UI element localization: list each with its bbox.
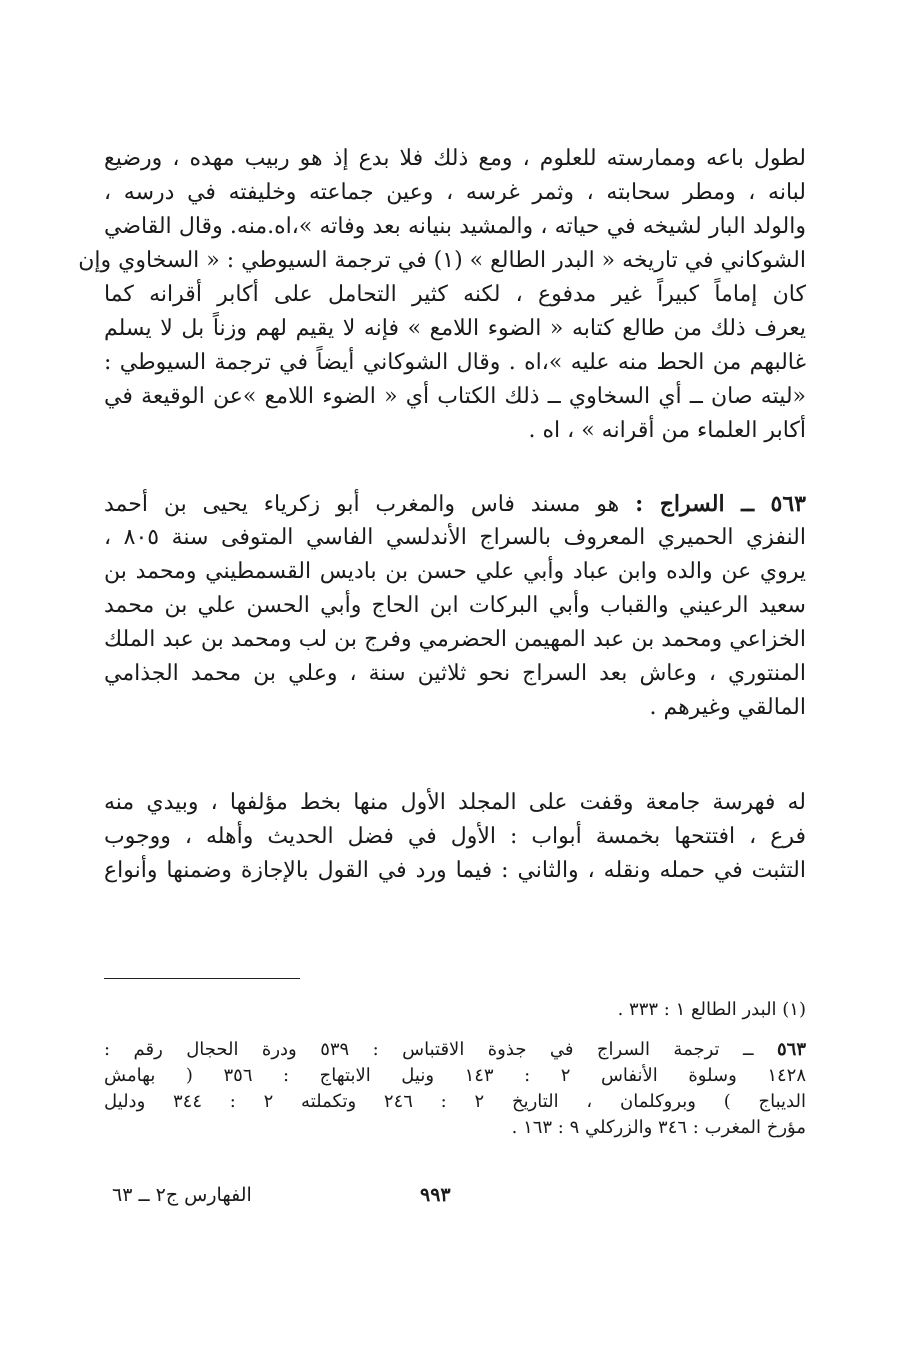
entry-number-title: ٥٦٣ ــ السراج :	[635, 491, 806, 517]
body-line: يروي عن والده وابن عباد وأبي علي حسن بن باديس القسمطيني ومحمد بن	[104, 559, 806, 584]
body-line: أكابر العلماء من أقرانه » ، اه .	[528, 418, 806, 443]
footnote-separator	[104, 978, 300, 979]
body-line: والولد البار لشيخه في حياته ، والمشيد بنيانه بعد وفاته »،اه.منه. وقال القاضي	[104, 214, 806, 239]
body-line: «ليته صان ــ أي السخاوي ــ ذلك الكتاب أي « الضوء اللامع »عن الوقيعة في	[104, 384, 806, 409]
body-line: كان إماماً كبيراً غير مدفوع ، لكنه كثير التحامل على أكابر أقرانه كما	[104, 282, 806, 307]
body-line: النفزي الحميري المعروف بالسراج الأندلسي الفاسي المتوفى سنة ٨٠٥ ،	[104, 525, 807, 550]
body-line: فرع ، افتتحها بخمسة أبواب : الأول في فضل الحديث وأهله ، ووجوب	[104, 824, 806, 849]
footnote-563-ref: ٥٦٣	[776, 1039, 806, 1060]
body-line: لطول باعه وممارسته للعلوم ، ومع ذلك فلا بدع إذ هو ربيب مهده ، ورضيع	[104, 146, 806, 171]
footnote-line: مؤرخ المغرب : ٣٤٦ والزركلي ٩ : ١٦٣ .	[511, 1117, 806, 1138]
footnote-563-text: ــ ترجمة السراج في جذوة الاقتباس : ٥٣٩ ودرة الحجال رقم :	[104, 1039, 754, 1060]
entry-first-text: هو مسند فاس والمغرب أبو زكرياء يحيى بن أحمد	[104, 492, 620, 517]
body-line: التثبت في حمله ونقله ، والثاني : فيما ورد في القول بالإجازة وضمنها وأنواع	[104, 858, 806, 883]
footnote-line: ١٤٢٨ وسلوة الأنفاس ٢ : ١٤٣ ونيل الابتهاج : ٣٥٦ ( بهامش	[104, 1065, 807, 1086]
body-line: لبانه ، ومطر سحابته ، وثمر غرسه ، وعين جماعته وخليفته في درسه ،	[104, 180, 806, 205]
body-line: غالبهم من الحط منه عليه »،اه . وقال الشوكاني أيضاً في ترجمة السيوطي :	[104, 350, 806, 375]
body-line: الشوكاني في تاريخه « البدر الطالع » (١) في ترجمة السيوطي : « السخاوي وإن	[78, 248, 806, 273]
running-title: الفهارس ج٢ ــ ٦٣	[112, 1184, 252, 1206]
body-line: سعيد الرعيني والقباب وأبي البركات ابن الحاج وأبي الحسن علي بن محمد	[104, 593, 806, 618]
footnote-1: (١) البدر الطالع ١ : ٣٣٣ .	[617, 999, 806, 1020]
body-line: يعرف ذلك من طالع كتابه « الضوء اللامع » فإنه لا يقيم لهم وزناً بل لا يسلم	[104, 316, 806, 341]
body-line: المنتوري ، وعاش بعد السراج نحو ثلاثين سنة ، وعلي بن محمد الجذامي	[104, 661, 806, 686]
body-line: المالقي وغيرهم .	[649, 695, 806, 720]
footnote-line: الديباج ) وبروكلمان ، التاريخ ٢ : ٢٤٦ وتكملته ٢ : ٣٤٤ ودليل	[104, 1091, 806, 1112]
page-number: ٩٩٣	[420, 1184, 451, 1206]
footnote-563-first-line	[104, 1038, 806, 1064]
body-line: له فهرسة جامعة وقفت على المجلد الأول منها بخط مؤلفها ، وبيدي منه	[104, 790, 806, 815]
body-line: الخزاعي ومحمد بن عبد المهيمن الحضرمي وفرج بن لب ومحمد بن عبد الملك	[104, 627, 806, 652]
